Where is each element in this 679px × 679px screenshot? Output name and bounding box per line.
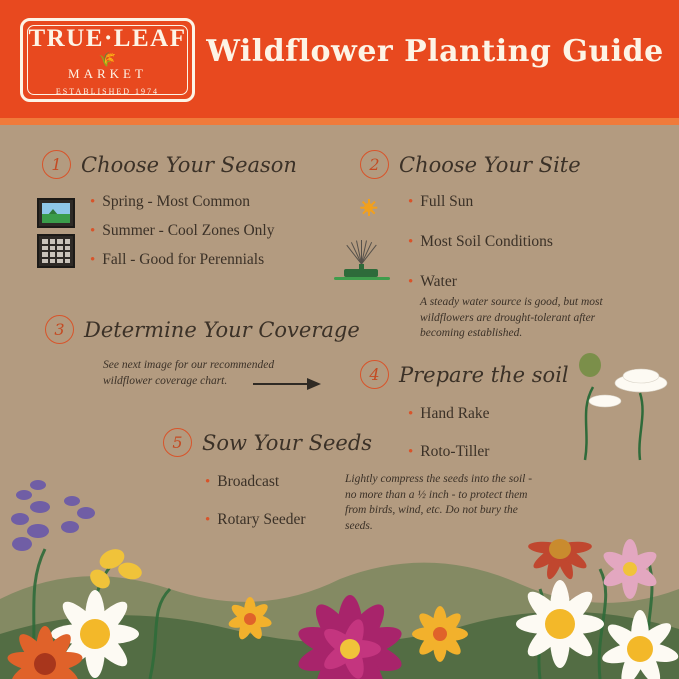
- wheat-icon: 🌾: [98, 51, 117, 67]
- bullet-dot-icon: •: [408, 194, 414, 210]
- step-2-heading: [360, 150, 635, 179]
- bullet-dot-icon: •: [408, 406, 414, 422]
- step-1-bullet-0: Spring - Most Common: [102, 193, 250, 210]
- step-2-note: A steady water source is good, but most wildflowers are drought-tolerant after becoming established.: [420, 296, 603, 340]
- logo-brand-name: TRUE·LEAF: [28, 25, 187, 52]
- step-2-bullet-2: Water: [420, 273, 457, 290]
- step-1-bullet-list: [90, 193, 297, 269]
- step-5-heading: [163, 428, 372, 457]
- brand-logo: [20, 18, 195, 102]
- bullet-dot-icon: •: [90, 252, 96, 268]
- step-5-bullet-0: Broadcast: [217, 473, 280, 490]
- logo-brand-sub: MARKET: [68, 66, 147, 81]
- list-item: [408, 193, 635, 211]
- step-1-heading: [42, 150, 297, 179]
- step-1-title: Choose Your Season: [81, 152, 297, 177]
- landscape-photo-icon: [37, 198, 75, 228]
- step-2-title: Choose Your Site: [399, 152, 581, 177]
- step-4-bullet-1: Roto-Tiller: [420, 443, 490, 460]
- step-1-bullet-1: Summer - Cool Zones Only: [102, 222, 275, 239]
- step-5-title: Sow Your Seeds: [202, 430, 373, 455]
- bullet-dot-icon: •: [90, 194, 96, 210]
- bullet-dot-icon: •: [205, 474, 211, 490]
- step-4-number: 4: [360, 360, 389, 389]
- step-2-bullet-list: [408, 193, 635, 291]
- step-4-title: Prepare the soil: [399, 362, 569, 387]
- calendar-grid-icon: [37, 234, 75, 268]
- step-2-bullet-0: Full Sun: [420, 193, 474, 210]
- step-3-number: 3: [45, 315, 74, 344]
- step-5-number: 5: [163, 428, 192, 457]
- step-5-note: Lightly compress the seeds into the soil - no more than a ½ inch - to protect them from birds, wind, etc. Do not bury the seeds.: [345, 473, 533, 532]
- sprinkler-icon: [330, 235, 394, 283]
- bullet-dot-icon: •: [408, 234, 414, 250]
- list-item: [408, 233, 635, 251]
- step-2-number: 2: [360, 150, 389, 179]
- step-4-bullet-0: Hand Rake: [420, 405, 490, 422]
- list-item: [90, 193, 297, 211]
- list-item: [90, 222, 297, 240]
- list-item: [90, 251, 297, 269]
- step-3-title: Determine Your Coverage: [84, 317, 360, 342]
- step-5-bullet-1: Rotary Seeder: [217, 511, 306, 528]
- step-4: [360, 360, 569, 472]
- sun-icon: [360, 199, 377, 216]
- header-accent-rule: [0, 118, 679, 125]
- bullet-dot-icon: •: [205, 512, 211, 528]
- step-3-heading: [45, 315, 360, 344]
- bullet-dot-icon: •: [90, 223, 96, 239]
- list-item: [408, 405, 569, 423]
- step-1: [42, 150, 297, 280]
- bullet-dot-icon: •: [408, 444, 414, 460]
- logo-established: ESTABLISHED 1974: [55, 87, 160, 96]
- step-5: [163, 428, 372, 540]
- list-item: [408, 443, 569, 461]
- page-title: Wildflower Planting Guide: [206, 34, 664, 69]
- step-4-bullet-list: [408, 405, 569, 461]
- step-1-bullet-2: Fall - Good for Perennials: [102, 251, 265, 268]
- bullet-dot-icon: •: [408, 274, 414, 290]
- step-4-heading: [360, 360, 569, 389]
- step-2-bullet-1: Most Soil Conditions: [420, 233, 553, 250]
- list-item: [408, 273, 635, 291]
- step-3-note: See next image for our recommended wildflower coverage chart.: [103, 359, 275, 387]
- step-1-number: 1: [42, 150, 71, 179]
- step-2: [360, 150, 635, 342]
- right-arrow-icon: [253, 378, 323, 390]
